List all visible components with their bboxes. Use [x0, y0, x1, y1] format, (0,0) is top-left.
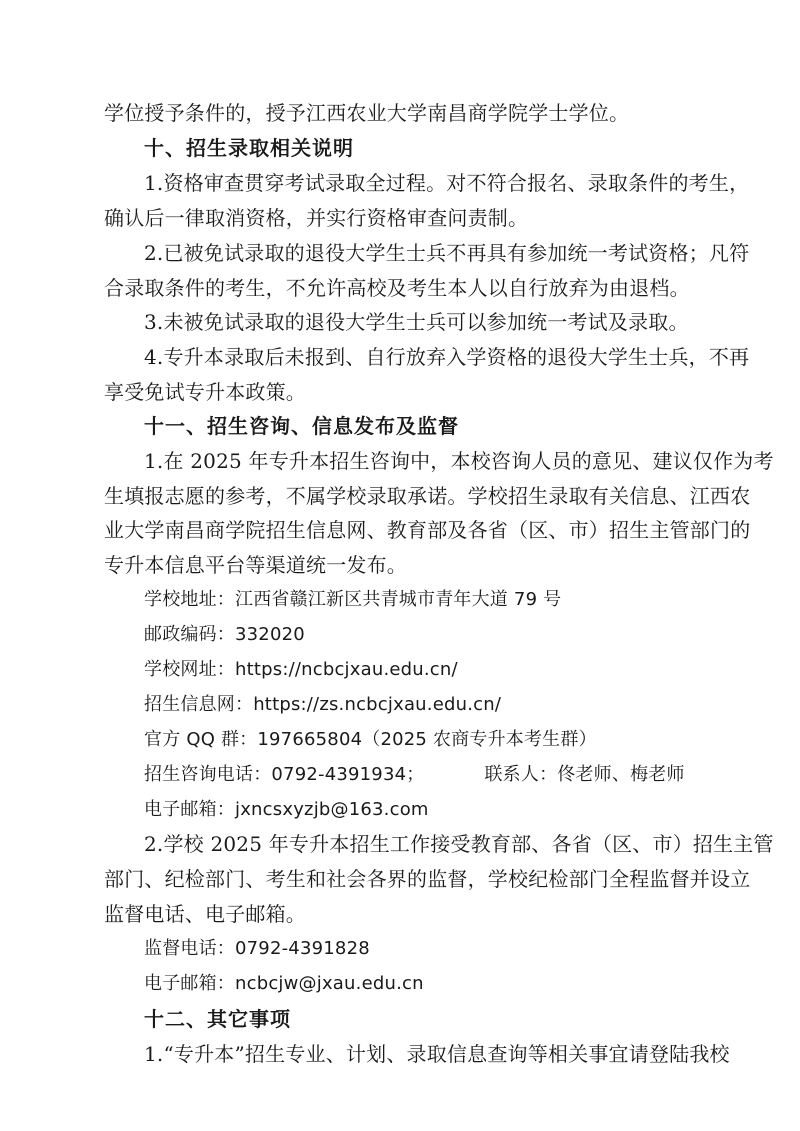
official-qq-group: 官方 QQ 群：197665804（2025 农商专升本考生群） — [144, 729, 597, 750]
admissions-website: 招生信息网：https://zs.ncbcjxau.edu.cn/ — [144, 694, 502, 715]
contact-person: 联系人：佟老师、梅老师 — [484, 764, 685, 785]
consult-phone-row — [144, 760, 704, 790]
paragraph-line: 确认后一律取消资格，并实行资格审查问责制。 — [104, 206, 529, 230]
paragraph-line: 享受免试专升本政策。 — [104, 380, 306, 404]
paragraph-line: 4.专升本录取后未报到、自行放弃入学资格的退役大学生士兵，不再 — [144, 345, 750, 369]
paragraph-line: 业大学南昌商学院招生信息网、教育部及各省（区、市）招生主管部门的 — [104, 518, 751, 542]
supervision-phone: 监督电话：0792-4391828 — [144, 938, 370, 959]
paragraph-line: 合录取条件的考生，不允许高校及考生本人以自行放弃为由退档。 — [104, 276, 690, 300]
paragraph-line: 3.未被免试录取的退役大学生士兵可以参加统一考试及录取。 — [144, 310, 689, 334]
supervision-email: 电子邮箱：ncbcjw@jxau.edu.cn — [144, 973, 424, 994]
school-website: 学校网址：https://ncbcjxau.edu.cn/ — [144, 659, 458, 680]
paragraph-line: 1.“专升本”招生专业、计划、录取信息查询等相关事宜请登陆我校 — [144, 1042, 730, 1066]
postal-code: 邮政编码：332020 — [144, 624, 305, 645]
paragraph-line: 生填报志愿的参考，不属学校录取承诺。学校招生录取有关信息、江西农 — [104, 484, 751, 508]
paragraph-line: 2.学校 2025 年专升本招生工作接受教育部、各省（区、市）招生主管 — [144, 832, 774, 856]
section-heading-11: 十一、招生咨询、信息发布及监督 — [144, 414, 459, 438]
contact-email: 电子邮箱：jxncsxyzjb@163.com — [144, 799, 429, 820]
paragraph-line: 监督电话、电子邮箱。 — [104, 902, 306, 926]
paragraph-line: 2.已被免试录取的退役大学生士兵不再具有参加统一考试资格；凡符 — [144, 241, 750, 265]
consult-phone: 招生咨询电话：0792-4391934； — [144, 764, 425, 785]
paragraph-line: 学位授予条件的，授予江西农业大学南昌商学院学士学位。 — [104, 101, 630, 125]
paragraph-line: 1.资格审查贯穿考试录取全过程。对不符合报名、录取条件的考生， — [144, 171, 750, 195]
paragraph-line: 专升本信息平台等渠道统一发布。 — [104, 553, 407, 577]
section-heading-12: 十二、其它事项 — [144, 1007, 291, 1031]
paragraph-line: 部门、纪检部门、考生和社会各界的监督，学校纪检部门全程监督并设立 — [104, 867, 751, 891]
school-address: 学校地址：江西省赣江新区共青城市青年大道 79 号 — [144, 589, 562, 610]
section-heading-10: 十、招生录取相关说明 — [144, 136, 354, 160]
paragraph-line: 1.在 2025 年专升本招生咨询中，本校咨询人员的意见、建议仅作为考 — [144, 449, 774, 473]
